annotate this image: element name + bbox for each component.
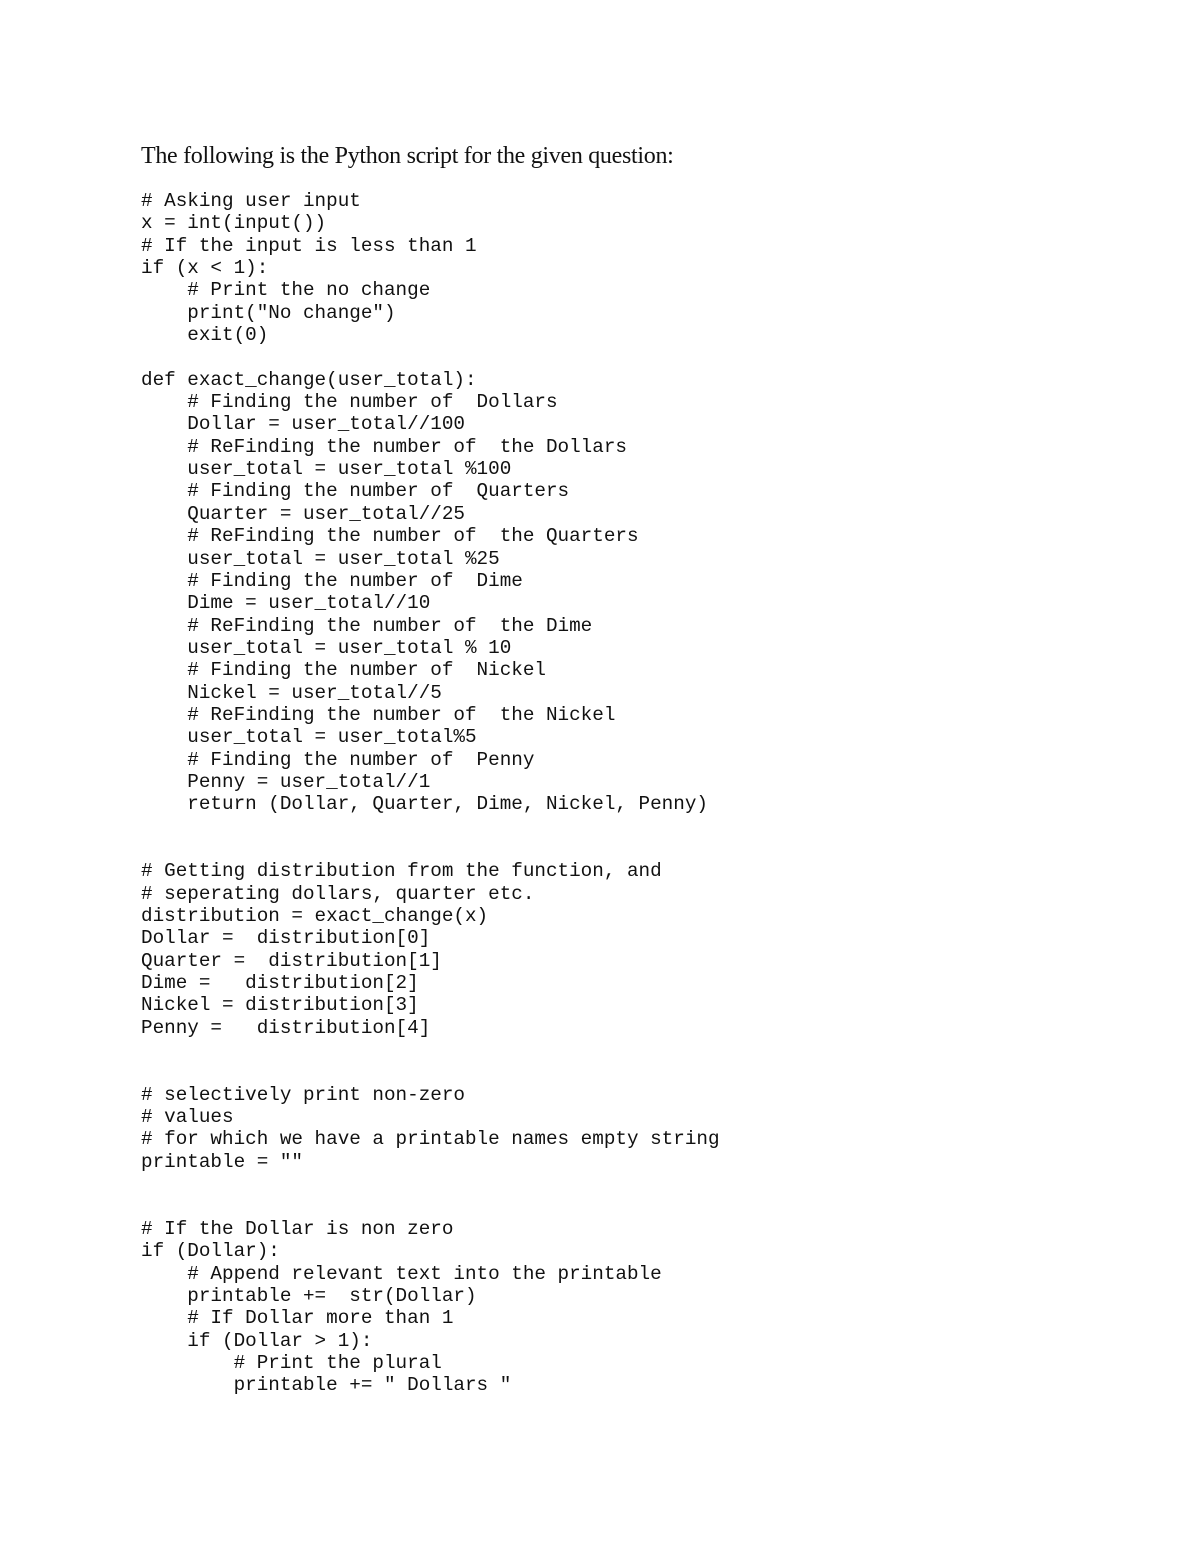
code-line: # ReFinding the number of the Quarters — [141, 525, 639, 548]
code-line: # Print the plural — [141, 1351, 442, 1374]
code-line: user_total = user_total % 10 — [141, 636, 512, 659]
code-line: def exact_change(user_total): — [141, 368, 477, 391]
code-line: # ReFinding the number of the Nickel — [141, 703, 616, 726]
code-line: # Getting distribution from the function, and — [141, 860, 662, 883]
code-line: return (Dollar, Quarter, Dime, Nickel, Penny) — [141, 793, 708, 816]
code-line: # selectively print non-zero — [141, 1083, 465, 1106]
code-line: # seperating dollars, quarter etc. — [141, 882, 535, 905]
code-line: # for which we have a printable names empty string — [141, 1128, 720, 1151]
code-line: # If the input is less than 1 — [141, 234, 477, 257]
code-line: Dollar = distribution[0] — [141, 927, 431, 950]
intro-text: The following is the Python script for the given question: — [141, 143, 674, 169]
code-line: Dime = user_total//10 — [141, 592, 431, 615]
code-line: x = int(input()) — [141, 212, 327, 235]
code-line: # Print the no change — [141, 279, 431, 302]
code-line: Penny = user_total//1 — [141, 770, 431, 793]
code-line: # If the Dollar is non zero — [141, 1217, 454, 1240]
code-line: # values — [141, 1106, 234, 1129]
code-line: user_total = user_total %100 — [141, 458, 512, 481]
code-line: # Finding the number of Quarters — [141, 480, 570, 503]
code-line: user_total = user_total %25 — [141, 547, 500, 570]
code-line: # Finding the number of Nickel — [141, 659, 546, 682]
code-line: Penny = distribution[4] — [141, 1016, 431, 1039]
code-line — [141, 1039, 720, 1061]
code-line: Quarter = distribution[1] — [141, 949, 442, 972]
code-line: if (Dollar > 1): — [141, 1329, 373, 1352]
code-line — [141, 1061, 720, 1083]
code-line: # Finding the number of Penny — [141, 748, 535, 771]
code-line — [141, 1195, 720, 1217]
code-line — [141, 816, 720, 838]
code-line: Dollar = user_total//100 — [141, 413, 465, 436]
code-line: Dime = distribution[2] — [141, 972, 419, 995]
code-line: # If Dollar more than 1 — [141, 1307, 454, 1330]
code-line: # ReFinding the number of the Dollars — [141, 435, 627, 458]
code-line: distribution = exact_change(x) — [141, 905, 489, 927]
code-line: # Append relevant text into the printable — [141, 1262, 662, 1285]
code-block — [141, 190, 720, 1397]
code-line: Quarter = user_total//25 — [141, 502, 465, 525]
code-line: exit(0) — [141, 324, 269, 347]
code-line — [141, 838, 720, 860]
code-line: printable += " Dollars " — [141, 1374, 512, 1397]
code-line: Nickel = distribution[3] — [141, 994, 419, 1017]
code-line: user_total = user_total%5 — [141, 726, 477, 749]
code-line: printable = "" — [141, 1150, 303, 1173]
code-line — [141, 346, 720, 368]
code-line — [141, 1173, 720, 1195]
code-line: if (x < 1): — [141, 257, 269, 280]
code-line: # Asking user input — [141, 190, 361, 212]
code-line: # Finding the number of Dime — [141, 569, 523, 592]
code-line: print("No change") — [141, 301, 396, 324]
code-line: # Finding the number of Dollars — [141, 391, 558, 414]
code-line: # ReFinding the number of the Dime — [141, 614, 593, 637]
code-line: if (Dollar): — [141, 1240, 280, 1263]
code-line: printable += str(Dollar) — [141, 1284, 477, 1307]
code-line: Nickel = user_total//5 — [141, 681, 442, 704]
